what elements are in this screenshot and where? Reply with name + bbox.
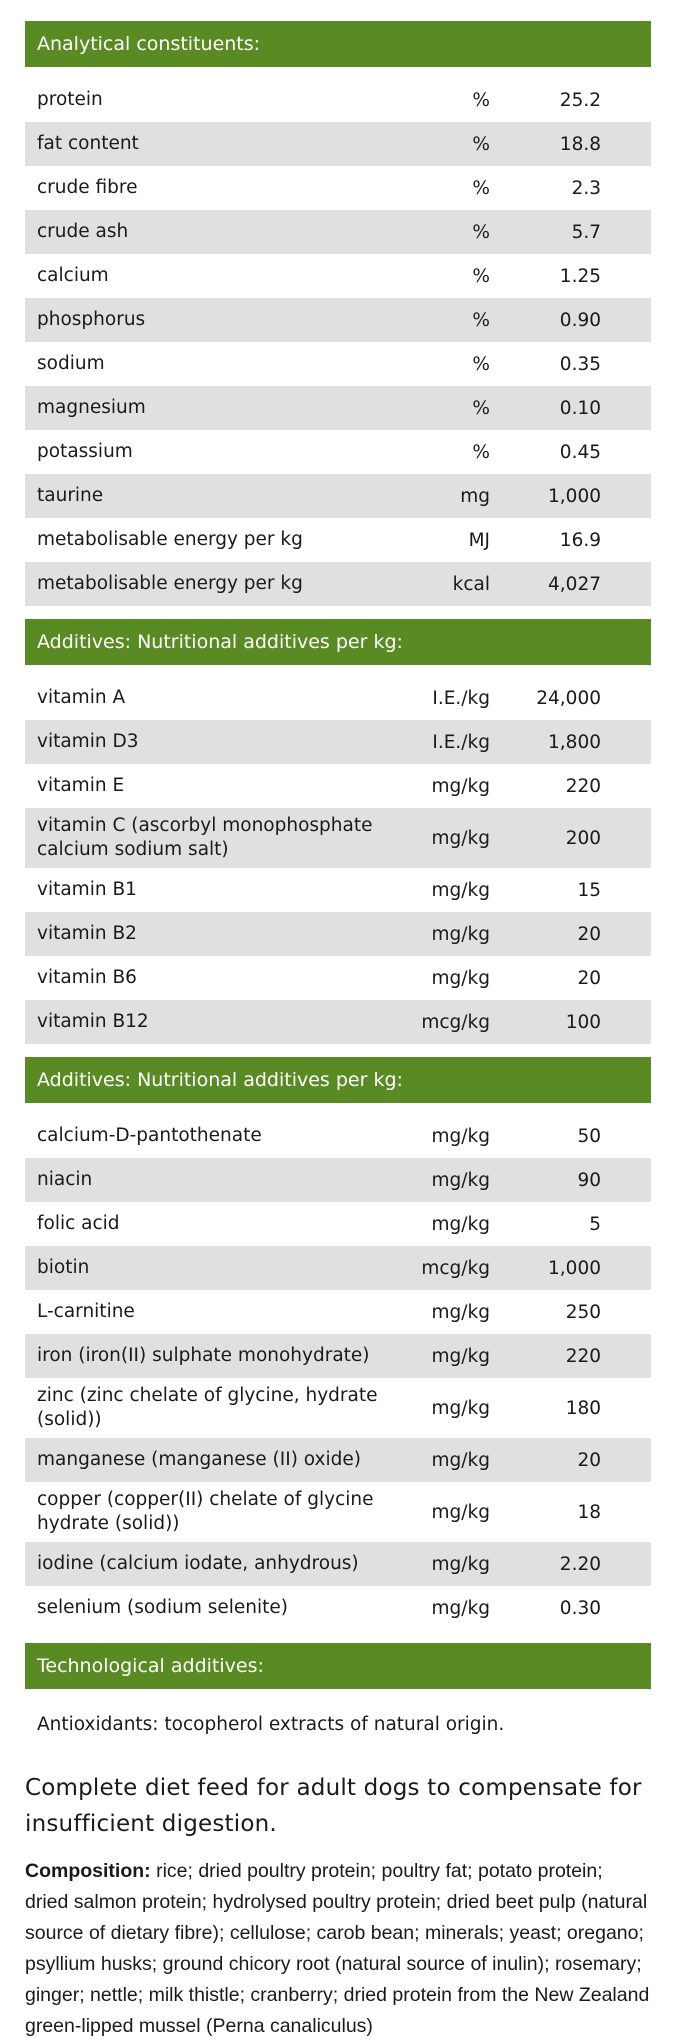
- nutrient-unit: mg/kg: [431, 1213, 490, 1235]
- nutrient-unit: mg/kg: [431, 775, 490, 797]
- section-header: Additives: Nutritional additives per kg:: [25, 619, 651, 665]
- nutrient-unit: mg/kg: [431, 1597, 490, 1619]
- composition-label: Composition:: [25, 1860, 151, 1882]
- table-row: [25, 474, 651, 518]
- product-title: Complete diet feed for adult dogs to compensate for insufficient digestion.: [25, 1775, 642, 1837]
- nutrient-unit: mg/kg: [431, 1449, 490, 1471]
- table-row: [25, 166, 651, 210]
- composition-paragraph: [25, 1856, 651, 2042]
- nutrient-value: 0.10: [559, 397, 601, 419]
- nutrient-value: 50: [577, 1125, 601, 1147]
- nutrient-value: 90: [577, 1169, 601, 1191]
- nutrient-unit: mg/kg: [431, 879, 490, 901]
- table-row: [25, 720, 651, 764]
- nutrient-unit: %: [472, 133, 490, 155]
- nutrient-value: 220: [565, 1345, 601, 1367]
- table-row: [25, 1334, 651, 1378]
- nutrient-unit: I.E./kg: [432, 731, 490, 753]
- nutrient-name: vitamin C (ascorbyl monophosphate calcium sodium salt): [37, 815, 373, 860]
- nutrient-value: 20: [577, 967, 601, 989]
- nutrient-unit: mg/kg: [431, 1125, 490, 1147]
- nutrient-name: vitamin A: [37, 687, 126, 708]
- table-row: [25, 298, 651, 342]
- nutrient-value: 25.2: [559, 89, 601, 111]
- table-row: [25, 1000, 651, 1044]
- table-row: [25, 1542, 651, 1586]
- nutrient-name: vitamin D3: [37, 731, 139, 752]
- nutrient-unit: MJ: [468, 529, 490, 551]
- nutrient-name: crude ash: [37, 221, 129, 242]
- nutrient-name: magnesium: [37, 397, 146, 418]
- nutrient-name: fat content: [37, 133, 139, 154]
- nutrient-unit: mg/kg: [431, 1397, 490, 1419]
- section-header: Additives: Nutritional additives per kg:: [25, 1057, 651, 1103]
- nutrient-name: protein: [37, 89, 103, 110]
- table-row: [25, 210, 651, 254]
- nutrient-value: 200: [565, 827, 601, 849]
- nutrient-unit: %: [472, 397, 490, 419]
- nutrient-unit: mg/kg: [431, 827, 490, 849]
- nutrient-value: 0.30: [559, 1597, 601, 1619]
- table-row: [25, 430, 651, 474]
- nutrient-value: 15: [577, 879, 601, 901]
- table-row: [25, 518, 651, 562]
- nutrient-value: 20: [577, 923, 601, 945]
- nutrient-unit: I.E./kg: [432, 687, 490, 709]
- nutrient-value: 180: [565, 1397, 601, 1419]
- nutrient-value: 18.8: [559, 133, 601, 155]
- table-row: [25, 1246, 651, 1290]
- nutrient-name: iodine (calcium iodate, anhydrous): [37, 1553, 359, 1574]
- nutrient-name: niacin: [37, 1169, 93, 1190]
- table-row: [25, 1586, 651, 1630]
- nutrient-value: 250: [565, 1301, 601, 1323]
- nutrient-value: 16.9: [559, 529, 601, 551]
- nutrient-unit: kcal: [452, 573, 490, 595]
- nutrient-name: phosphorus: [37, 309, 146, 330]
- nutrient-unit: mg/kg: [431, 1553, 490, 1575]
- nutrient-name: potassium: [37, 441, 133, 462]
- nutrient-name: vitamin B6: [37, 967, 137, 988]
- nutrient-value: 5.7: [571, 221, 601, 243]
- nutrient-name: calcium: [37, 265, 109, 286]
- nutrient-table: [25, 676, 651, 1044]
- nutrient-name: metabolisable energy per kg: [37, 529, 303, 550]
- table-row: [25, 342, 651, 386]
- nutrient-unit: mcg/kg: [421, 1257, 490, 1279]
- nutrient-name: crude fibre: [37, 177, 138, 198]
- nutrient-unit: %: [472, 441, 490, 463]
- table-row: [25, 1290, 651, 1334]
- nutrient-value: 24,000: [536, 687, 601, 709]
- nutrient-value: 100: [565, 1011, 601, 1033]
- table-row: [25, 1482, 651, 1542]
- nutrient-unit: mcg/kg: [421, 1011, 490, 1033]
- section-header: Analytical constituents:: [25, 21, 651, 67]
- composition-text: rice; dried poultry protein; poultry fat; potato protein; dried salmon protein; hydrolysed poultry protein; dried beet pulp (natural source of dietary fibre); cellulose; carob bean; minerals; yeast; oregano; psyllium husks; ground chicory root (natural source of inulin); rosemary; ginger; nettle; milk thistle; cranberry; dried protein from the New Zealand green-lipped mussel (Perna canaliculus): [25, 1860, 650, 2037]
- nutrient-name: biotin: [37, 1257, 90, 1278]
- table-row: [25, 386, 651, 430]
- nutrient-name: calcium-D-pantothenate: [37, 1125, 262, 1146]
- nutrient-value: 18: [577, 1501, 601, 1523]
- table-row: [25, 562, 651, 606]
- nutrient-name: vitamin B1: [37, 879, 137, 900]
- nutrition-document: [25, 21, 651, 2042]
- table-row: [25, 122, 651, 166]
- technological-text: Antioxidants: tocopherol extracts of natural origin.: [37, 1714, 505, 1735]
- nutrient-value: 0.45: [559, 441, 601, 463]
- table-row: [25, 1158, 651, 1202]
- nutrient-unit: mg/kg: [431, 923, 490, 945]
- nutrient-name: vitamin B2: [37, 923, 137, 944]
- table-row: [25, 764, 651, 808]
- nutrient-table: [25, 1114, 651, 1630]
- nutrient-value: 5: [589, 1213, 601, 1235]
- table-row: [25, 1202, 651, 1246]
- nutrient-unit: mg/kg: [431, 1301, 490, 1323]
- nutrient-name: taurine: [37, 485, 104, 506]
- nutrient-unit: %: [472, 353, 490, 375]
- nutrient-table: [25, 78, 651, 606]
- nutrient-name: manganese (manganese (II) oxide): [37, 1449, 361, 1470]
- nutrient-name: metabolisable energy per kg: [37, 573, 303, 594]
- nutrient-name: sodium: [37, 353, 105, 374]
- table-row: [25, 676, 651, 720]
- table-row: [25, 1114, 651, 1158]
- table-row: [25, 808, 651, 868]
- nutrient-name: vitamin B12: [37, 1011, 149, 1032]
- nutrient-value: 0.90: [559, 309, 601, 331]
- nutrient-name: vitamin E: [37, 775, 125, 796]
- nutrient-unit: %: [472, 221, 490, 243]
- nutrient-value: 0.35: [559, 353, 601, 375]
- nutrient-unit: %: [472, 89, 490, 111]
- nutrient-value: 20: [577, 1449, 601, 1471]
- nutrient-unit: %: [472, 177, 490, 199]
- nutrient-unit: mg/kg: [431, 1345, 490, 1367]
- table-row: [25, 868, 651, 912]
- nutrient-value: 1.25: [559, 265, 601, 287]
- section-header-technological: Technological additives:: [25, 1643, 651, 1689]
- nutrient-value: 2.20: [559, 1553, 601, 1575]
- nutrient-unit: mg/kg: [431, 1501, 490, 1523]
- nutrient-value: 1,000: [548, 485, 601, 507]
- table-row: [25, 1438, 651, 1482]
- nutrient-value: 2.3: [571, 177, 601, 199]
- nutrient-name: folic acid: [37, 1213, 120, 1234]
- table-row: [25, 912, 651, 956]
- nutrient-unit: %: [472, 309, 490, 331]
- nutrient-unit: %: [472, 265, 490, 287]
- nutrient-value: 4,027: [548, 573, 601, 595]
- nutrient-value: 1,800: [548, 731, 601, 753]
- nutrient-name: selenium (sodium selenite): [37, 1597, 288, 1618]
- nutrient-name: copper (copper(II) chelate of glycine hydrate (solid)): [37, 1489, 374, 1534]
- nutrient-unit: mg/kg: [431, 967, 490, 989]
- table-row: [25, 254, 651, 298]
- nutrition-sections: [25, 21, 651, 1630]
- nutrient-name: iron (iron(II) sulphate monohydrate): [37, 1345, 370, 1366]
- nutrient-unit: mg/kg: [431, 1169, 490, 1191]
- nutrient-name: zinc (zinc chelate of glycine, hydrate (solid)): [37, 1385, 378, 1430]
- nutrient-unit: mg: [460, 485, 490, 507]
- nutrient-name: L-carnitine: [37, 1301, 135, 1322]
- table-row: [25, 956, 651, 1000]
- table-row: [25, 1378, 651, 1438]
- nutrient-value: 220: [565, 775, 601, 797]
- table-row: [25, 78, 651, 122]
- nutrient-value: 1,000: [548, 1257, 601, 1279]
